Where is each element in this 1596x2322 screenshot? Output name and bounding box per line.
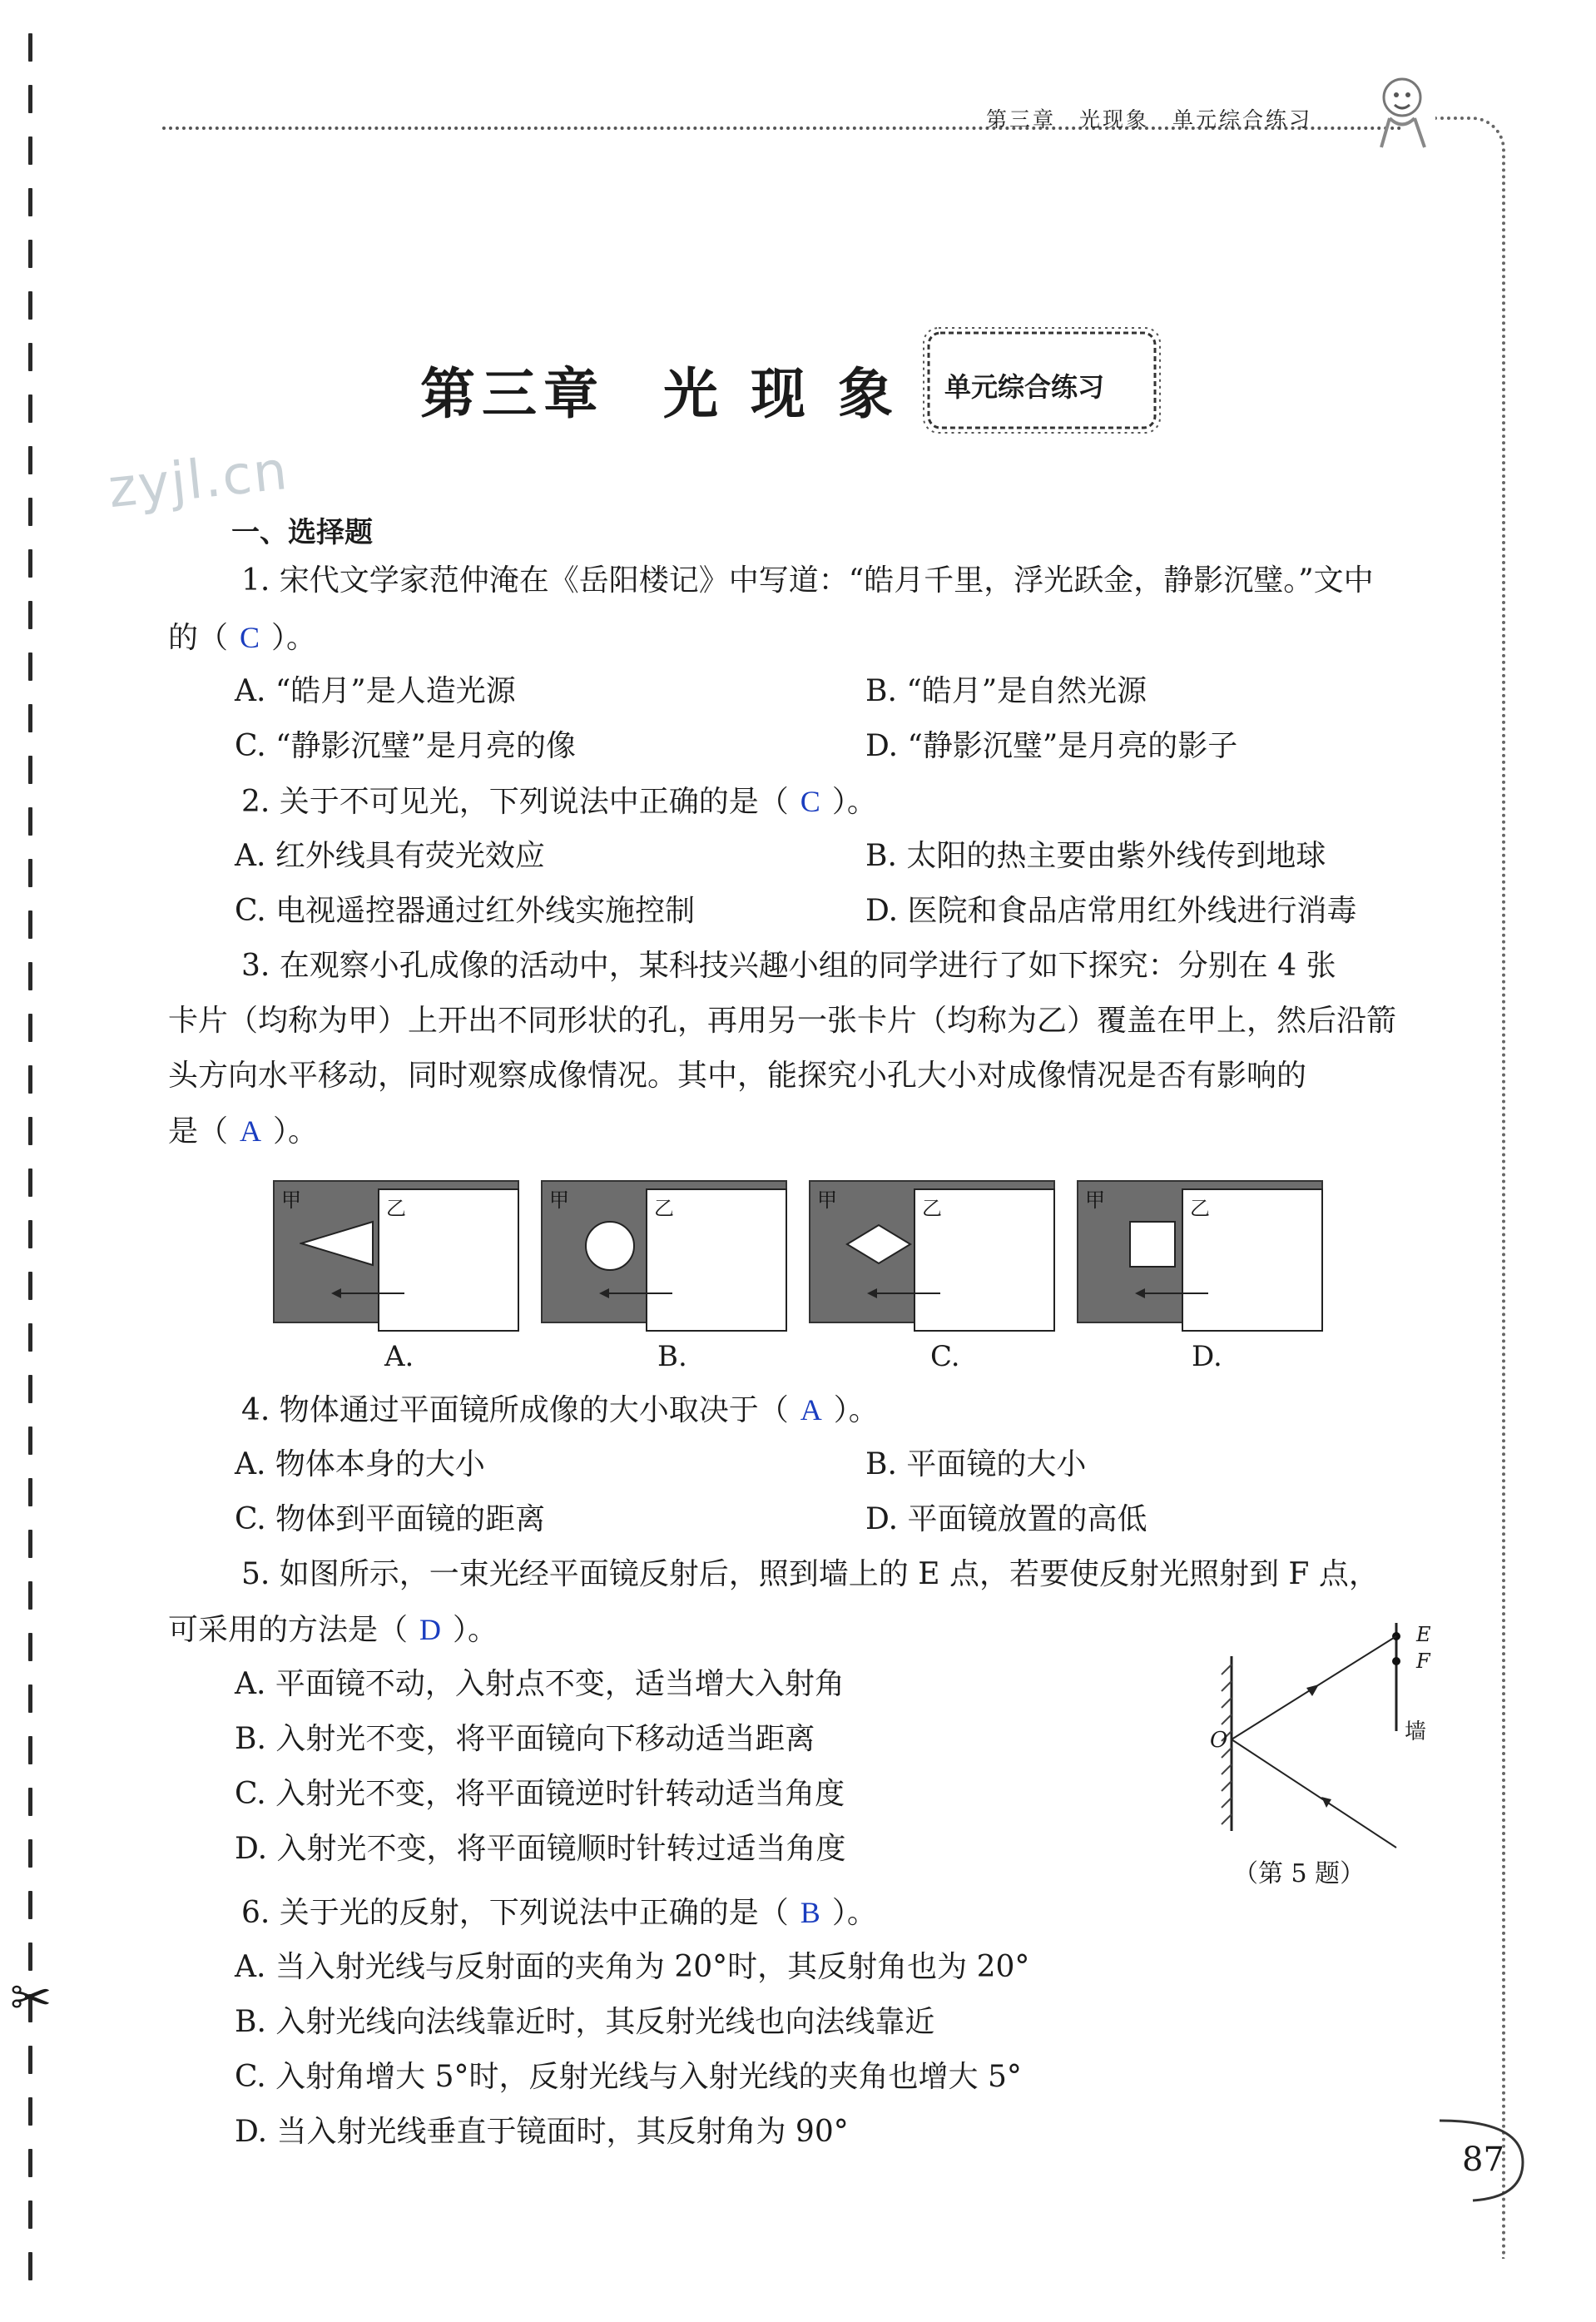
binding-dash xyxy=(28,2046,32,2074)
square-hole-icon xyxy=(1128,1220,1177,1268)
q5-stem-cont xyxy=(168,1615,498,1645)
q5-option-d: D. 入射光不变，将平面镜顺时针转过适当角度 xyxy=(235,1832,846,1866)
binding-dash xyxy=(28,2097,32,2126)
card-yi-label: 乙 xyxy=(386,1197,406,1220)
binding-dash xyxy=(28,1065,32,1094)
binding-dash xyxy=(28,446,32,474)
card-yi-label: 乙 xyxy=(654,1197,674,1220)
q5-point-f: F xyxy=(1416,1650,1430,1673)
rhombus-hole-icon xyxy=(845,1223,912,1265)
card-yi-label: 乙 xyxy=(1190,1197,1210,1220)
q3-stem-1: 3. 在观察小孔成像的活动中，某科技兴趣小组的同学进行了如下探究：分别在 4 张 xyxy=(241,949,1336,983)
q6-stem xyxy=(241,1898,877,1928)
q3-answer: A xyxy=(240,1114,262,1148)
card-jia-label: 甲 xyxy=(549,1188,569,1212)
binding-dash xyxy=(28,1736,32,1764)
q3-post: ）。 xyxy=(273,1114,319,1149)
q2-stem xyxy=(241,786,877,817)
binding-dash xyxy=(28,240,32,268)
q4-answer: A xyxy=(800,1393,822,1426)
binding-dash xyxy=(28,807,32,836)
q2-post: ）。 xyxy=(831,785,877,819)
q3-label-a: A. xyxy=(384,1340,414,1373)
q2-option-b: B. 太阳的热主要由紫外线传到地球 xyxy=(865,839,1326,873)
q3-stem-2: 卡片（均称为甲）上开出不同形状的孔，再用另一张卡片（均称为乙）覆盖在甲上，然后沿箭 xyxy=(168,1004,1397,1038)
q5-stem: 5. 如图所示，一束光经平面镜反射后，照到墙上的 E 点，若要使反射光照射到 F 点， xyxy=(241,1557,1379,1591)
q4-post: ）。 xyxy=(833,1393,879,1427)
binding-dash xyxy=(28,33,32,62)
q2-option-a: A. 红外线具有荧光效应 xyxy=(235,839,545,873)
q1-stem-cont xyxy=(168,623,316,653)
binding-dash xyxy=(28,1478,32,1506)
binding-dash xyxy=(28,652,32,681)
card-jia-label: 甲 xyxy=(281,1188,301,1212)
binding-dash xyxy=(28,2149,32,2177)
binding-dash xyxy=(28,85,32,113)
q4-pre: 4. 物体通过平面镜所成像的大小取决于（ xyxy=(241,1393,789,1427)
binding-dash xyxy=(28,1375,32,1403)
chapter-title xyxy=(420,350,900,429)
q6-option-b: B. 入射光线向法线靠近时，其反射光线也向法线靠近 xyxy=(235,2005,935,2039)
q4-option-c: C. 物体到平面镜的距离 xyxy=(235,1502,546,1536)
binding-dash xyxy=(28,1839,32,1868)
q5-reflection-diagram xyxy=(1198,1606,1440,1856)
q4-option-b: B. 平面镜的大小 xyxy=(865,1447,1087,1481)
binding-dash xyxy=(28,601,32,629)
binding-dash xyxy=(28,1942,32,1971)
scissors-icon: ✂ xyxy=(10,1969,52,2027)
binding-dash xyxy=(28,1117,32,1145)
q5-post: ）。 xyxy=(453,1613,498,1647)
q5-pre: 可采用的方法是（ xyxy=(168,1613,409,1647)
q1-stem: 1. 宋代文学家范仲淹在《岳阳楼记》中写道：“皓月千里，浮光跃金，静影沉璧。”文中 xyxy=(241,563,1374,598)
watermark: zyjl.cn xyxy=(105,439,292,521)
binding-dash xyxy=(28,1168,32,1197)
binding-dash xyxy=(28,2252,32,2280)
q1-option-b: B. “皓月”是自然光源 xyxy=(865,674,1147,708)
binding-dash xyxy=(28,1891,32,1919)
circle-hole-icon xyxy=(584,1220,636,1272)
binding-dash xyxy=(28,1323,32,1352)
binding-dash xyxy=(28,549,32,578)
binding-dash xyxy=(28,291,32,320)
q6-post: ）。 xyxy=(831,1896,877,1930)
binding-dash xyxy=(28,394,32,423)
q3-label-b: B. xyxy=(657,1340,687,1373)
left-arrow-icon xyxy=(867,1287,942,1300)
q5-caption: （第 5 题） xyxy=(1233,1859,1366,1888)
q6-option-a: A. 当入射光线与反射面的夹角为 20°时，其反射角也为 20° xyxy=(235,1950,1030,1984)
q5-point-e: E xyxy=(1416,1623,1431,1646)
binding-dash xyxy=(28,2200,32,2229)
left-arrow-icon xyxy=(1135,1287,1210,1300)
page-number: 87 xyxy=(1462,2141,1504,2179)
q1-answer: C xyxy=(240,621,260,654)
q5-point-o: O xyxy=(1210,1728,1228,1753)
binding-dash xyxy=(28,1788,32,1816)
q3-label-c: C. xyxy=(930,1340,960,1373)
q5-option-b: B. 入射光不变，将平面镜向下移动适当距离 xyxy=(235,1722,815,1756)
q1-option-c: C. “静影沉璧”是月亮的像 xyxy=(235,729,576,763)
q4-option-a: A. 物体本身的大小 xyxy=(235,1447,485,1481)
q3-figure xyxy=(273,1180,1355,1347)
chapter-number: 第三章 xyxy=(420,362,605,426)
section-heading: 一、选择题 xyxy=(231,516,373,549)
card-yi-label: 乙 xyxy=(922,1197,942,1220)
binding-margin xyxy=(28,33,33,2297)
binding-dash xyxy=(28,756,32,784)
triangle-hole-icon xyxy=(300,1220,374,1267)
q2-answer: C xyxy=(800,785,820,818)
binding-dash xyxy=(28,498,32,526)
card-jia-label: 甲 xyxy=(1085,1188,1105,1212)
q6-option-c: C. 入射角增大 5°时，反射光线与入射光线的夹角也增大 5° xyxy=(235,2060,1022,2094)
q3-label-d: D. xyxy=(1192,1340,1222,1373)
page-border xyxy=(1435,117,1505,2259)
q4-option-d: D. 平面镜放置的高低 xyxy=(865,1502,1147,1536)
q5-option-c: C. 入射光不变，将平面镜逆时针转动适当角度 xyxy=(235,1777,845,1811)
q2-pre: 2. 关于不可见光，下列说法中正确的是（ xyxy=(241,785,789,819)
running-header: 第三章 光现象 单元综合练习 xyxy=(986,107,1313,131)
binding-dash xyxy=(28,343,32,371)
binding-dash xyxy=(28,1272,32,1300)
binding-dash xyxy=(28,962,32,990)
left-arrow-icon xyxy=(599,1287,674,1300)
q5-wall-label: 墙 xyxy=(1405,1719,1427,1744)
q6-answer: B xyxy=(800,1896,820,1929)
q2-option-d: D. 医院和食品店常用红外线进行消毒 xyxy=(865,894,1357,928)
binding-dash xyxy=(28,910,32,939)
q6-pre: 6. 关于光的反射，下列说法中正确的是（ xyxy=(241,1896,789,1930)
q2-option-c: C. 电视遥控器通过红外线实施控制 xyxy=(235,894,696,928)
q1-option-d: D. “静影沉璧”是月亮的影子 xyxy=(865,729,1238,763)
binding-dash xyxy=(28,1530,32,1558)
q3-stem-3: 头方向水平移动，同时观察成像情况。其中，能探究小孔大小对成像情况是否有影响的 xyxy=(168,1059,1307,1093)
chapter-topic: 光 现 象 xyxy=(663,362,900,426)
mascot-icon xyxy=(1365,68,1440,160)
binding-dash xyxy=(28,1426,32,1455)
binding-dash xyxy=(28,1581,32,1610)
binding-dash xyxy=(28,1220,32,1248)
card-jia-label: 甲 xyxy=(817,1188,837,1212)
q1-post: ）。 xyxy=(271,621,317,655)
binding-dash xyxy=(28,1633,32,1661)
q1-option-a: A. “皓月”是人造光源 xyxy=(235,674,516,708)
binding-dash xyxy=(28,188,32,216)
q3-pre: 是（ xyxy=(168,1114,229,1149)
badge-label: 单元综合练习 xyxy=(944,371,1105,403)
binding-dash xyxy=(28,136,32,165)
q3-stem-4 xyxy=(168,1116,318,1147)
binding-dash xyxy=(28,1014,32,1042)
binding-dash xyxy=(28,859,32,887)
left-arrow-icon xyxy=(331,1287,406,1300)
q1-pre: 的（ xyxy=(168,621,229,655)
binding-dash xyxy=(28,704,32,732)
binding-dash xyxy=(28,1684,32,1713)
q4-stem xyxy=(241,1395,879,1426)
q5-answer: D xyxy=(419,1613,442,1646)
q5-option-a: A. 平面镜不动，入射点不变，适当增大入射角 xyxy=(235,1667,845,1701)
q6-option-d: D. 当入射光线垂直于镜面时，其反射角为 90° xyxy=(235,2115,849,2149)
